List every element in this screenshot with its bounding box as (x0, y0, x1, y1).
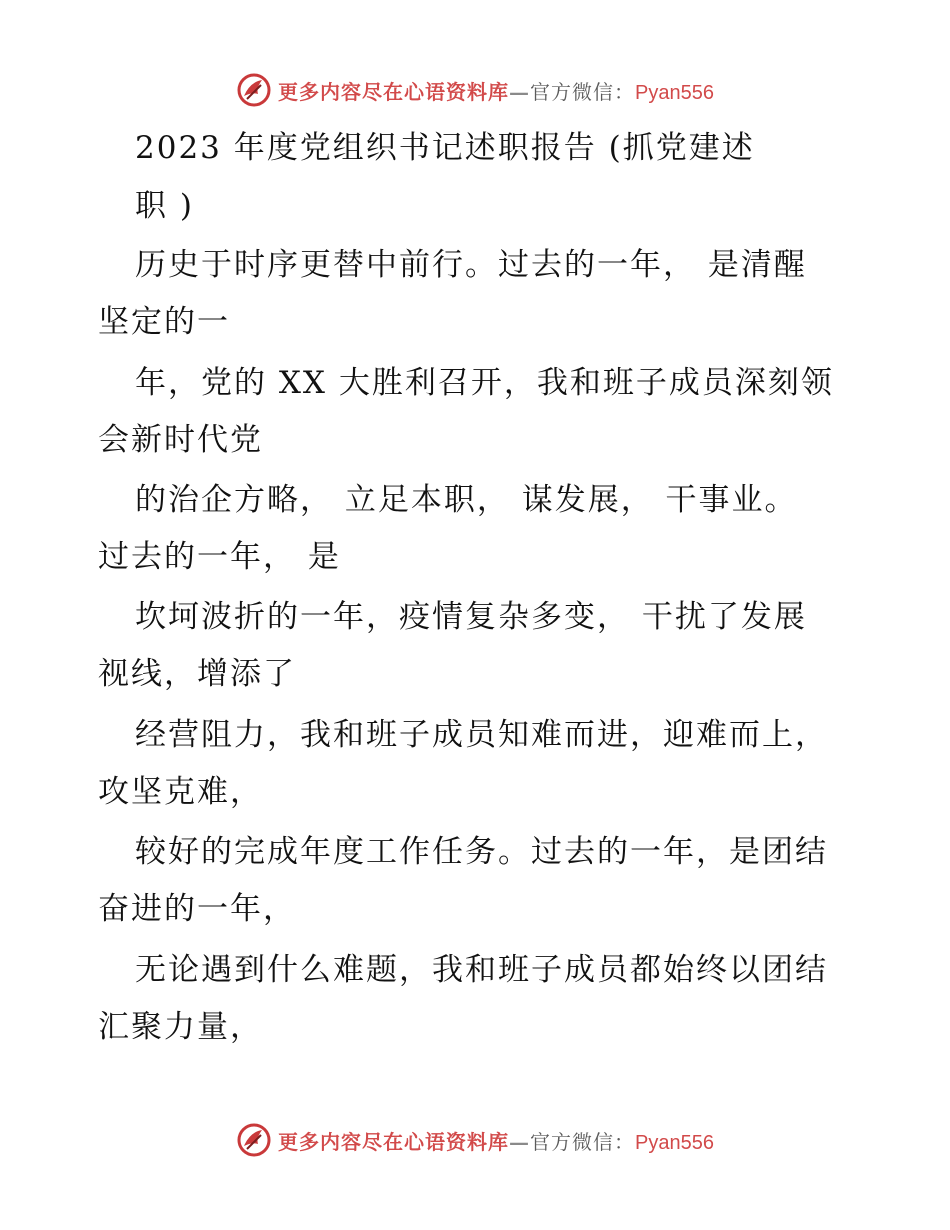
paragraph-line: 奋进的一年， (98, 891, 296, 927)
paragraph-line: 历史于时序更替中前行。过去的一年， 是清醒 (135, 247, 807, 283)
paragraph-line: 会新时代党 (98, 422, 263, 458)
brand-logo-icon (236, 1122, 272, 1158)
paragraph-line: 汇聚力量， (98, 1009, 263, 1045)
paragraph-line: 过去的一年， 是 (98, 539, 341, 575)
paragraph-line: 坚定的一 (98, 304, 230, 340)
paragraph-line: 视线，增添了 (98, 656, 296, 692)
paragraph-line: 坎坷波折的一年，疫情复杂多变， 干扰了发展 (135, 599, 807, 635)
footer-watermark (0, 1118, 950, 1162)
watermark-text: 更多内容尽在心语资料库—官方微信：Pyan556 (278, 1129, 714, 1154)
paragraph-line: 攻坚克难， (98, 774, 263, 810)
document-title-line-1: 2023 年度党组织书记述职报告 (抓党建述 (135, 130, 755, 166)
paragraph-line: 较好的完成年度工作任务。过去的一年，是团结 (135, 834, 828, 870)
paragraph-line: 经营阻力，我和班子成员知难而进，迎难而上， (135, 717, 828, 753)
paragraph-line: 无论遇到什么难题，我和班子成员都始终以团结 (135, 952, 828, 988)
watermark-text: 更多内容尽在心语资料库—官方微信：Pyan556 (278, 79, 714, 104)
document-title-line-2: 职 ) (135, 188, 194, 224)
paragraph-line: 的治企方略， 立足本职， 谋发展， 干事业。 (135, 482, 798, 518)
paragraph-line: 年，党的 XX 大胜利召开，我和班子成员深刻领 (135, 365, 834, 401)
